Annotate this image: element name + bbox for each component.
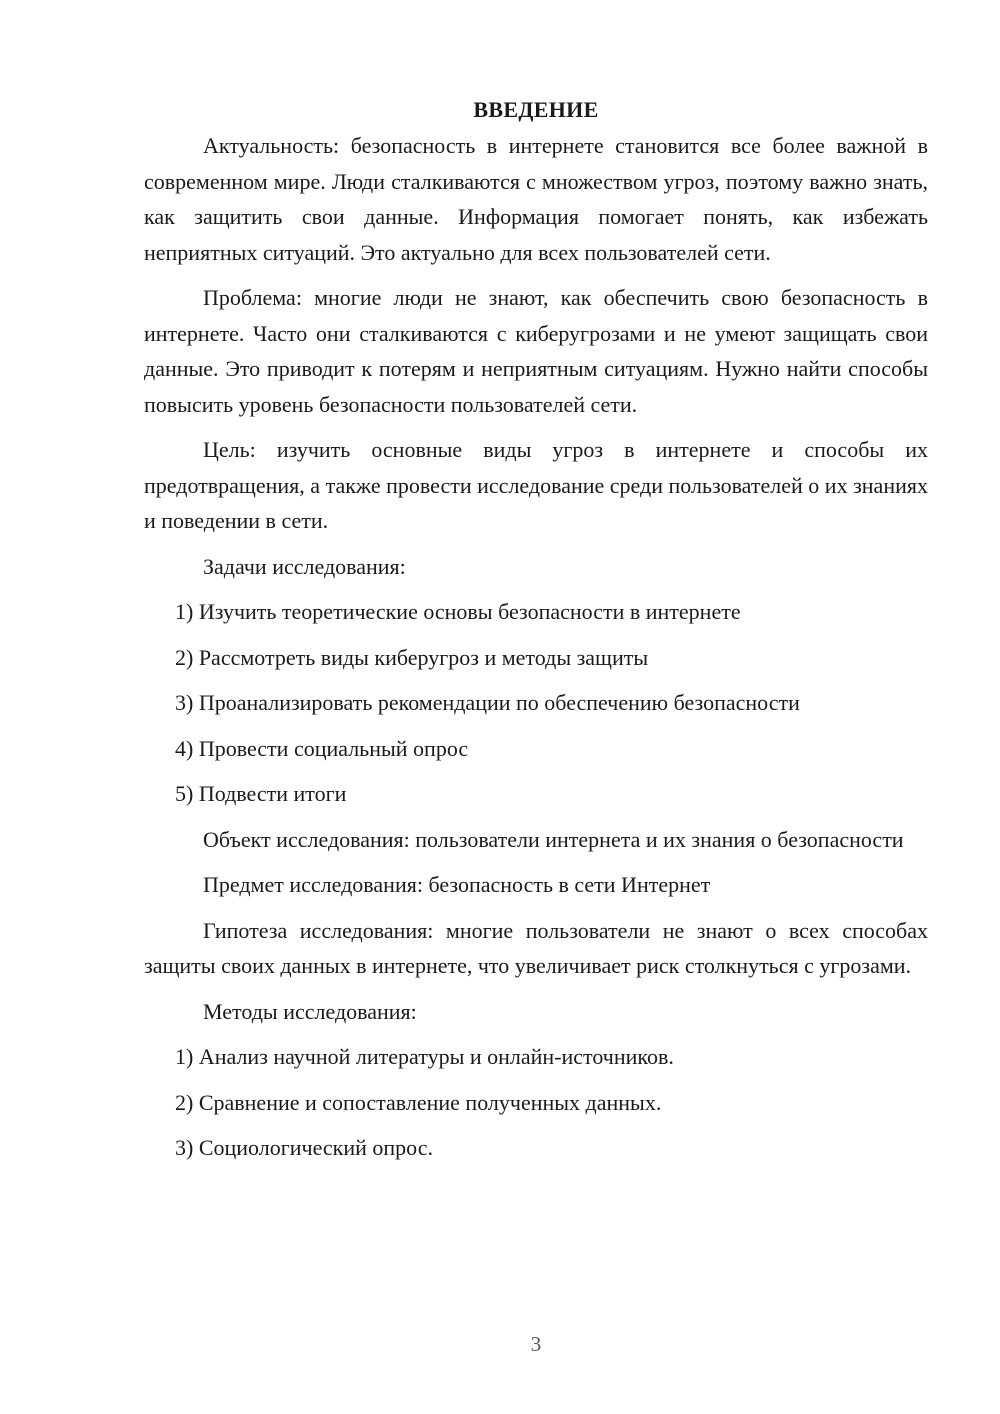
list-item: 5) Подвести итоги: [175, 781, 347, 806]
list-item: 1) Анализ научной литературы и онлайн-источников.: [175, 1044, 674, 1069]
section-heading: ВВЕДЕНИЕ: [473, 97, 599, 122]
list-item: 3) Проанализировать рекомендации по обеспечению безопасности: [175, 690, 800, 715]
document-page: [144, 92, 928, 1176]
methods-title: Методы исследования:: [203, 998, 417, 1024]
subject-paragraph: Предмет исследования: безопасность в сети Интернет: [203, 872, 711, 897]
list-item: 3) Социологический опрос.: [175, 1135, 433, 1160]
list-item: 4) Провести социальный опрос: [175, 735, 469, 761]
page-number: 3: [530, 1332, 542, 1356]
list-item: 1) Изучить теоретические основы безопасности в интернете: [175, 599, 741, 624]
relevance-paragraph: Актуальность: безопасность в интернете становится все более важной в современном мире. Люди сталкиваются с множеством угроз, поэтому важно знать, как защитить свои данные. Информация помогает понять, как избежать неприятных ситуаций. Это актуально для всех пользователей сети.: [144, 133, 928, 265]
list-item: 2) Рассмотреть виды киберугроз и методы защиты: [175, 644, 649, 670]
goal-paragraph: Цель: изучить основные виды угроз в интернете и способы их предотвращения, а также провести исследование среди пользователей о их знаниях и поведении в сети.: [144, 437, 928, 533]
tasks-title: Задачи исследования:: [203, 553, 406, 579]
problem-paragraph: Проблема: многие люди не знают, как обеспечить свою безопасность в интернете. Часто они сталкиваются с киберугрозами и не умеют защищать свои данные. Это приводит к потерям и неприятным ситуациям. Нужно найти способы повысить уровень безопасности пользователей сети.: [144, 285, 928, 417]
methods-list: [144, 1039, 928, 1166]
hypothesis-paragraph: Гипотеза исследования: многие пользователи не знают о всех способах защиты своих данных в интернете, что увеличивает риск столкнуться с угрозами.: [144, 917, 928, 978]
tasks-list: [144, 594, 928, 812]
list-item: 2) Сравнение и сопоставление полученных данных.: [175, 1089, 662, 1115]
object-paragraph: Объект исследования: пользователи интернета и их знания о безопасности: [203, 826, 904, 852]
